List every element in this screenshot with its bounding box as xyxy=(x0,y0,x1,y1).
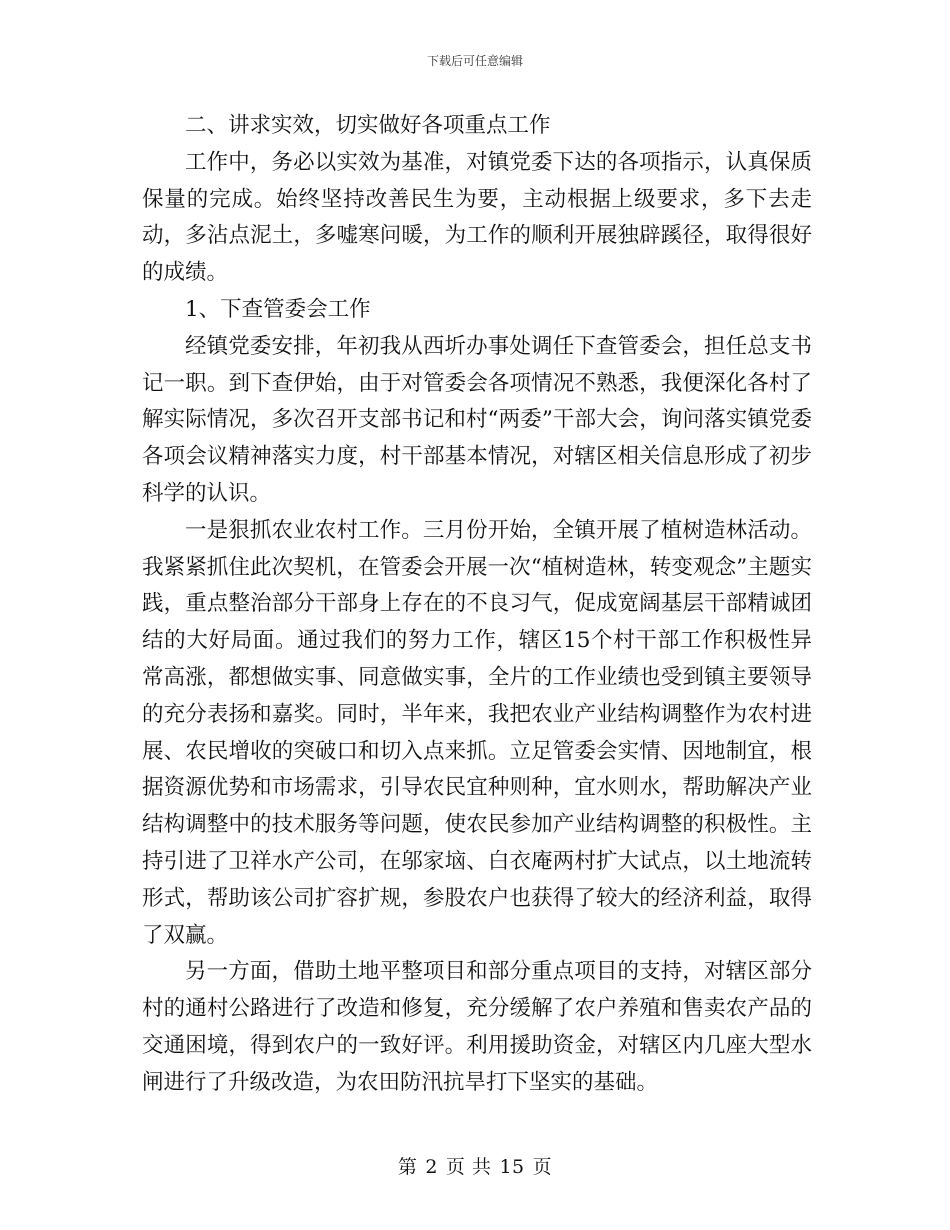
page-label-suffix: 页 xyxy=(532,1156,553,1178)
document-body xyxy=(142,108,812,1102)
body-paragraph: 一是狠抓农业农村工作。三月份开始，全镇开展了植树造林活动。我紧紧抓住此次契机，在管委会开展一次“植树造林，转变观念”主题实践，重点整治部分干部身上存在的不良习气，促成宽阔基层干部精诚团结的大好局面。通过我们的努力工作，辖区15个村干部工作积极性异常高涨，都想做实事、同意做实事，全片的工作业绩也受到镇主要领导的充分表扬和嘉奖。同时，半年来，我把农业产业结构调整作为农村进展、农民增收的突破口和切入点来抓。立足管委会实情、因地制宜，根据资源优势和市场需求，引导农民宜种则种，宜水则水，帮助解决产业结构调整中的技术服务等问题，使农民参加产业结构调整的积极性。主持引进了卫祥水产公司，在邬家垴、白衣庵两村扩大试点，以土地流转形式，帮助该公司扩容扩规，参股农户也获得了较大的经济利益，取得了双赢。 xyxy=(142,517,812,948)
subsection-heading: 1、下查管委会工作 xyxy=(185,296,371,322)
page-label-mid: 页 共 xyxy=(445,1156,492,1178)
page-header-note: 下载后可任意编辑 xyxy=(426,54,523,68)
body-paragraph: 工作中，务必以实效为基准，对镇党委下达的各项指示，认真保质保量的完成。始终坚持改善民生为要，主动根据上级要求，多下去走动，多沾点泥土，多嘘寒问暖，为工作的顺利开展独辟蹊径，取得很好的成绩。 xyxy=(142,149,812,286)
page-label-prefix: 第 xyxy=(397,1156,418,1178)
page-number-footer xyxy=(0,1152,950,1179)
page-total-number: 15 xyxy=(499,1156,525,1178)
section-heading: 二、讲求实效，切实做好各项重点工作 xyxy=(185,113,551,138)
body-paragraph: 经镇党委安排，年初我从西圻办事处调任下查管委会，担任总支书记一职。到下查伊始，由于对管委会各项情况不熟悉，我便深化各村了解实际情况，多次召开支部书记和村“两委”干部大会，询问落实镇党委各项会议精神落实力度，村干部基本情况，对辖区相关信息形成了初步科学的认识。 xyxy=(142,333,812,506)
page-current-number: 2 xyxy=(425,1156,438,1178)
body-paragraph: 另一方面，借助土地平整项目和部分重点项目的支持，对辖区部分村的通村公路进行了改造和修复，充分缓解了农户养殖和售卖农产品的交通困境，得到农户的一致好评。利用援助资金，对辖区内几座大型水闸进行了升级改造，为农田防汛抗旱打下坚实的基础。 xyxy=(142,959,812,1095)
